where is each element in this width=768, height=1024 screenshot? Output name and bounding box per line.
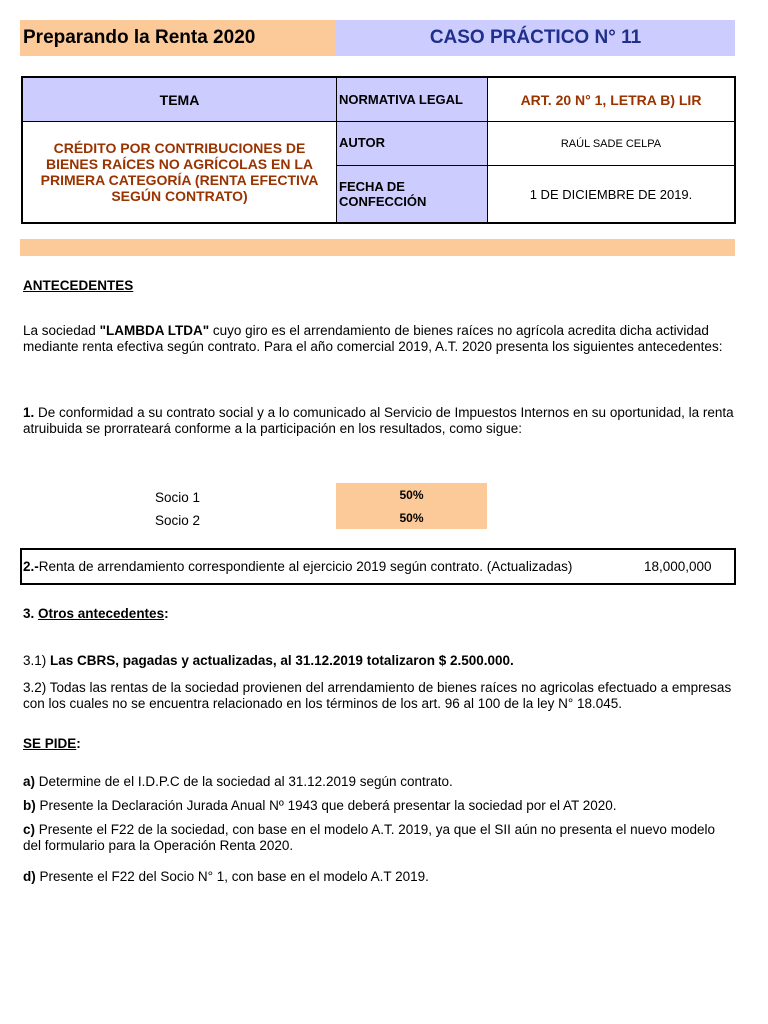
renta-number: 2.- [23,559,39,574]
task-b-label: b) [23,798,36,813]
task-a-text: Determine de el I.D.P.C de la sociedad al 31.12.2019 según contrato. [35,774,453,789]
autor-value: RAÚL SADE CELPA [488,122,734,166]
fecha-header: FECHA DE CONFECCIÓN [337,166,488,222]
se-pide-colon: : [76,736,81,751]
intro-post: cuyo giro es el arrendamiento de bienes raíces no agrícola acredita dicha actividad mediante renta efectiva según contrato. Para el año comercial 2019, A.T. 2020 presenta los siguientes antecedentes: [23,323,723,354]
otros-number: 3. [23,606,35,621]
tema-header: TEMA [23,78,337,122]
normativa-value: ART. 20 N° 1, LETRA B) LIR [488,78,734,122]
socio-1-pct: 50% [336,483,487,506]
antecedentes-heading: ANTECEDENTES [23,278,134,293]
otros-title: Otros antecedentes [38,606,165,621]
task-d [23,869,735,885]
task-c [23,822,735,854]
socio-1-name: Socio 1 [155,490,201,505]
point-1 [23,405,735,437]
case-number: CASO PRÁCTICO N° 11 [336,20,735,56]
point-1-number: 1. [23,405,35,420]
task-a-label: a) [23,774,36,789]
page-title: Preparando la Renta 2020 [20,20,336,56]
renta-box [20,548,736,585]
socio-2-pct: 50% [336,506,487,529]
tema-value: CRÉDITO POR CONTRIBUCIONES DE BIENES RAÍCES NO AGRÍCOLAS EN LA PRIMERA CATEGORÍA (RENTA EFECTIVA SEGÚN CONTRATO) [23,122,337,222]
task-b [23,798,735,814]
point-1-text: De conformidad a su contrato social y a lo comunicado al Servicio de Impuestos Internos en su oportunidad, la renta atruibuida se prorrateará conforme a la participación en los resultados, como sigue: [23,405,734,436]
otros-heading [23,606,735,622]
intro-pre: La sociedad [23,323,100,338]
socio-2-name: Socio 2 [155,513,201,528]
task-c-text: Presente el F22 de la sociedad, con base en el modelo A.T. 2019, ya que el SII aún no presenta el nuevo modelo del formulario para la Operación Renta 2020. [23,822,715,853]
point-3-2: 3.2) Todas las rentas de la sociedad provienen del arrendamiento de bienes raíces no agricolas efectuado a empresas con los cuales no se encuentra relacionado en los términos de los art. 96 al 100 de la ley N° 18.045. [23,680,732,711]
se-pide-heading [23,736,735,752]
otros-colon: : [164,606,169,621]
info-table [21,76,736,224]
task-c-label: c) [23,822,36,837]
point-3-1-text: Las CBRS, pagadas y actualizadas, al 31.12.2019 totalizaron $ 2.500.000. [50,653,514,668]
point-3-1 [23,653,735,669]
se-pide-title: SE PIDE [23,736,77,751]
task-a [23,774,735,790]
separator-band [20,239,735,256]
task-d-text: Presente el F22 del Socio N° 1, con base en el modelo A.T 2019. [35,869,429,884]
renta-text: Renta de arrendamiento correspondiente al ejercicio 2019 según contrato. (Actualizadas) [38,559,573,574]
company-name: "LAMBDA LTDA" [99,323,210,338]
point-3-1-number: 3.1) [23,653,47,668]
normativa-header: NORMATIVA LEGAL [337,78,488,122]
antecedentes-intro [23,323,735,355]
renta-amount: 18,000,000 [644,559,712,574]
task-d-label: d) [23,869,36,884]
task-b-text: Presente la Declaración Jurada Anual Nº 1943 que deberá presentar la sociedad por el AT 2020. [35,798,617,813]
autor-header: AUTOR [337,122,488,166]
fecha-value: 1 DE DICIEMBRE DE 2019. [529,186,693,202]
